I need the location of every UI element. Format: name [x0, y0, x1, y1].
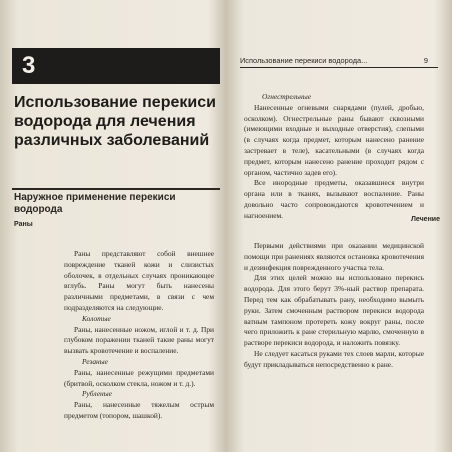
chapter-number-box: [12, 48, 220, 84]
subheading: Колотые: [82, 313, 111, 323]
left-body-text: [64, 249, 214, 422]
paragraph: Нанесенные огневыми снарядами (пулей, дробью, осколком). Огнестрельные раны бывают сквозными (имеющими входные и выходные отверстия), слепыми (в случаях когда предмет, которым нанесено ранение застревает в теле), касательными (в случаях когда предмет, которым нанесено ранение проходит рядом с органом, частично задев его).: [244, 102, 424, 177]
paragraph: Раны представляют собой внешнее повреждение тканей кожи и слизистых оболочек, в отдельных случаях проникающее вглубь. Раны могут быть нанесены различными предметами, в связи с чем подразделяются на следующие.: [64, 249, 214, 312]
side-heading-treatment: Лечение: [410, 216, 440, 223]
right-page: [226, 0, 452, 452]
section-rule: [12, 188, 220, 190]
paragraph: Раны, нанесенные режущими предметами (бритвой, осколком стекла, ножом и т. д.).: [64, 367, 214, 388]
paragraph: Для этих целей можно вы использовано перекись водорода. Для этого берут 3%-ный раствор препарата. Перед тем как обрабатывать рану, необходимо вымыть руки. Затем смоченным раствором перекиси водорода ватным тампоном протереть кожу вокруг раны, после чего приложить к ране стерильную марлю, смоченную в растворе перекиси водорода, и наложить повязку.: [244, 273, 424, 348]
chapter-number: 3: [22, 52, 36, 79]
running-head: [240, 56, 438, 68]
running-head-title: Использование перекиси водорода...: [240, 56, 368, 65]
subheading: Огнестрельные: [262, 92, 312, 101]
paragraph: Все инородные предметы, оказавшиеся внутри органа или в тканях, вызывают воспаление. Раны довольно часто сопровождаются кровотечением и нагноением.: [244, 178, 424, 220]
chapter-title: Использование перекиси водорода для лечения различных заболеваний: [14, 94, 216, 149]
subheading: Рубленые: [82, 389, 112, 399]
side-heading-wounds: Раны: [14, 221, 33, 228]
page-number: 9: [423, 56, 428, 65]
right-bottom-body-text: [244, 241, 424, 371]
right-top-body-text: [244, 92, 424, 222]
paragraph: Не следует касаться руками тех слоев марли, которые будут прикладываться непосредственно к ране.: [244, 348, 424, 369]
subheading: Резаные: [82, 356, 108, 366]
section-title: Наружное применение перекиси водорода: [14, 192, 176, 215]
paragraph: Раны, нанесенные ножом, иглой и т. д. При глубоком поражении тканей такие раны могут вызвать кровотечение и воспаление.: [64, 324, 214, 356]
paragraph: Раны, нанесенные тяжелым острым предметом (топором, шашкой).: [64, 400, 214, 420]
paragraph: Первыми действиями при оказании медицинской помощи при ранениях являются остановка кровотечения и дезинфекция поврежденного участка тела.: [244, 241, 424, 272]
